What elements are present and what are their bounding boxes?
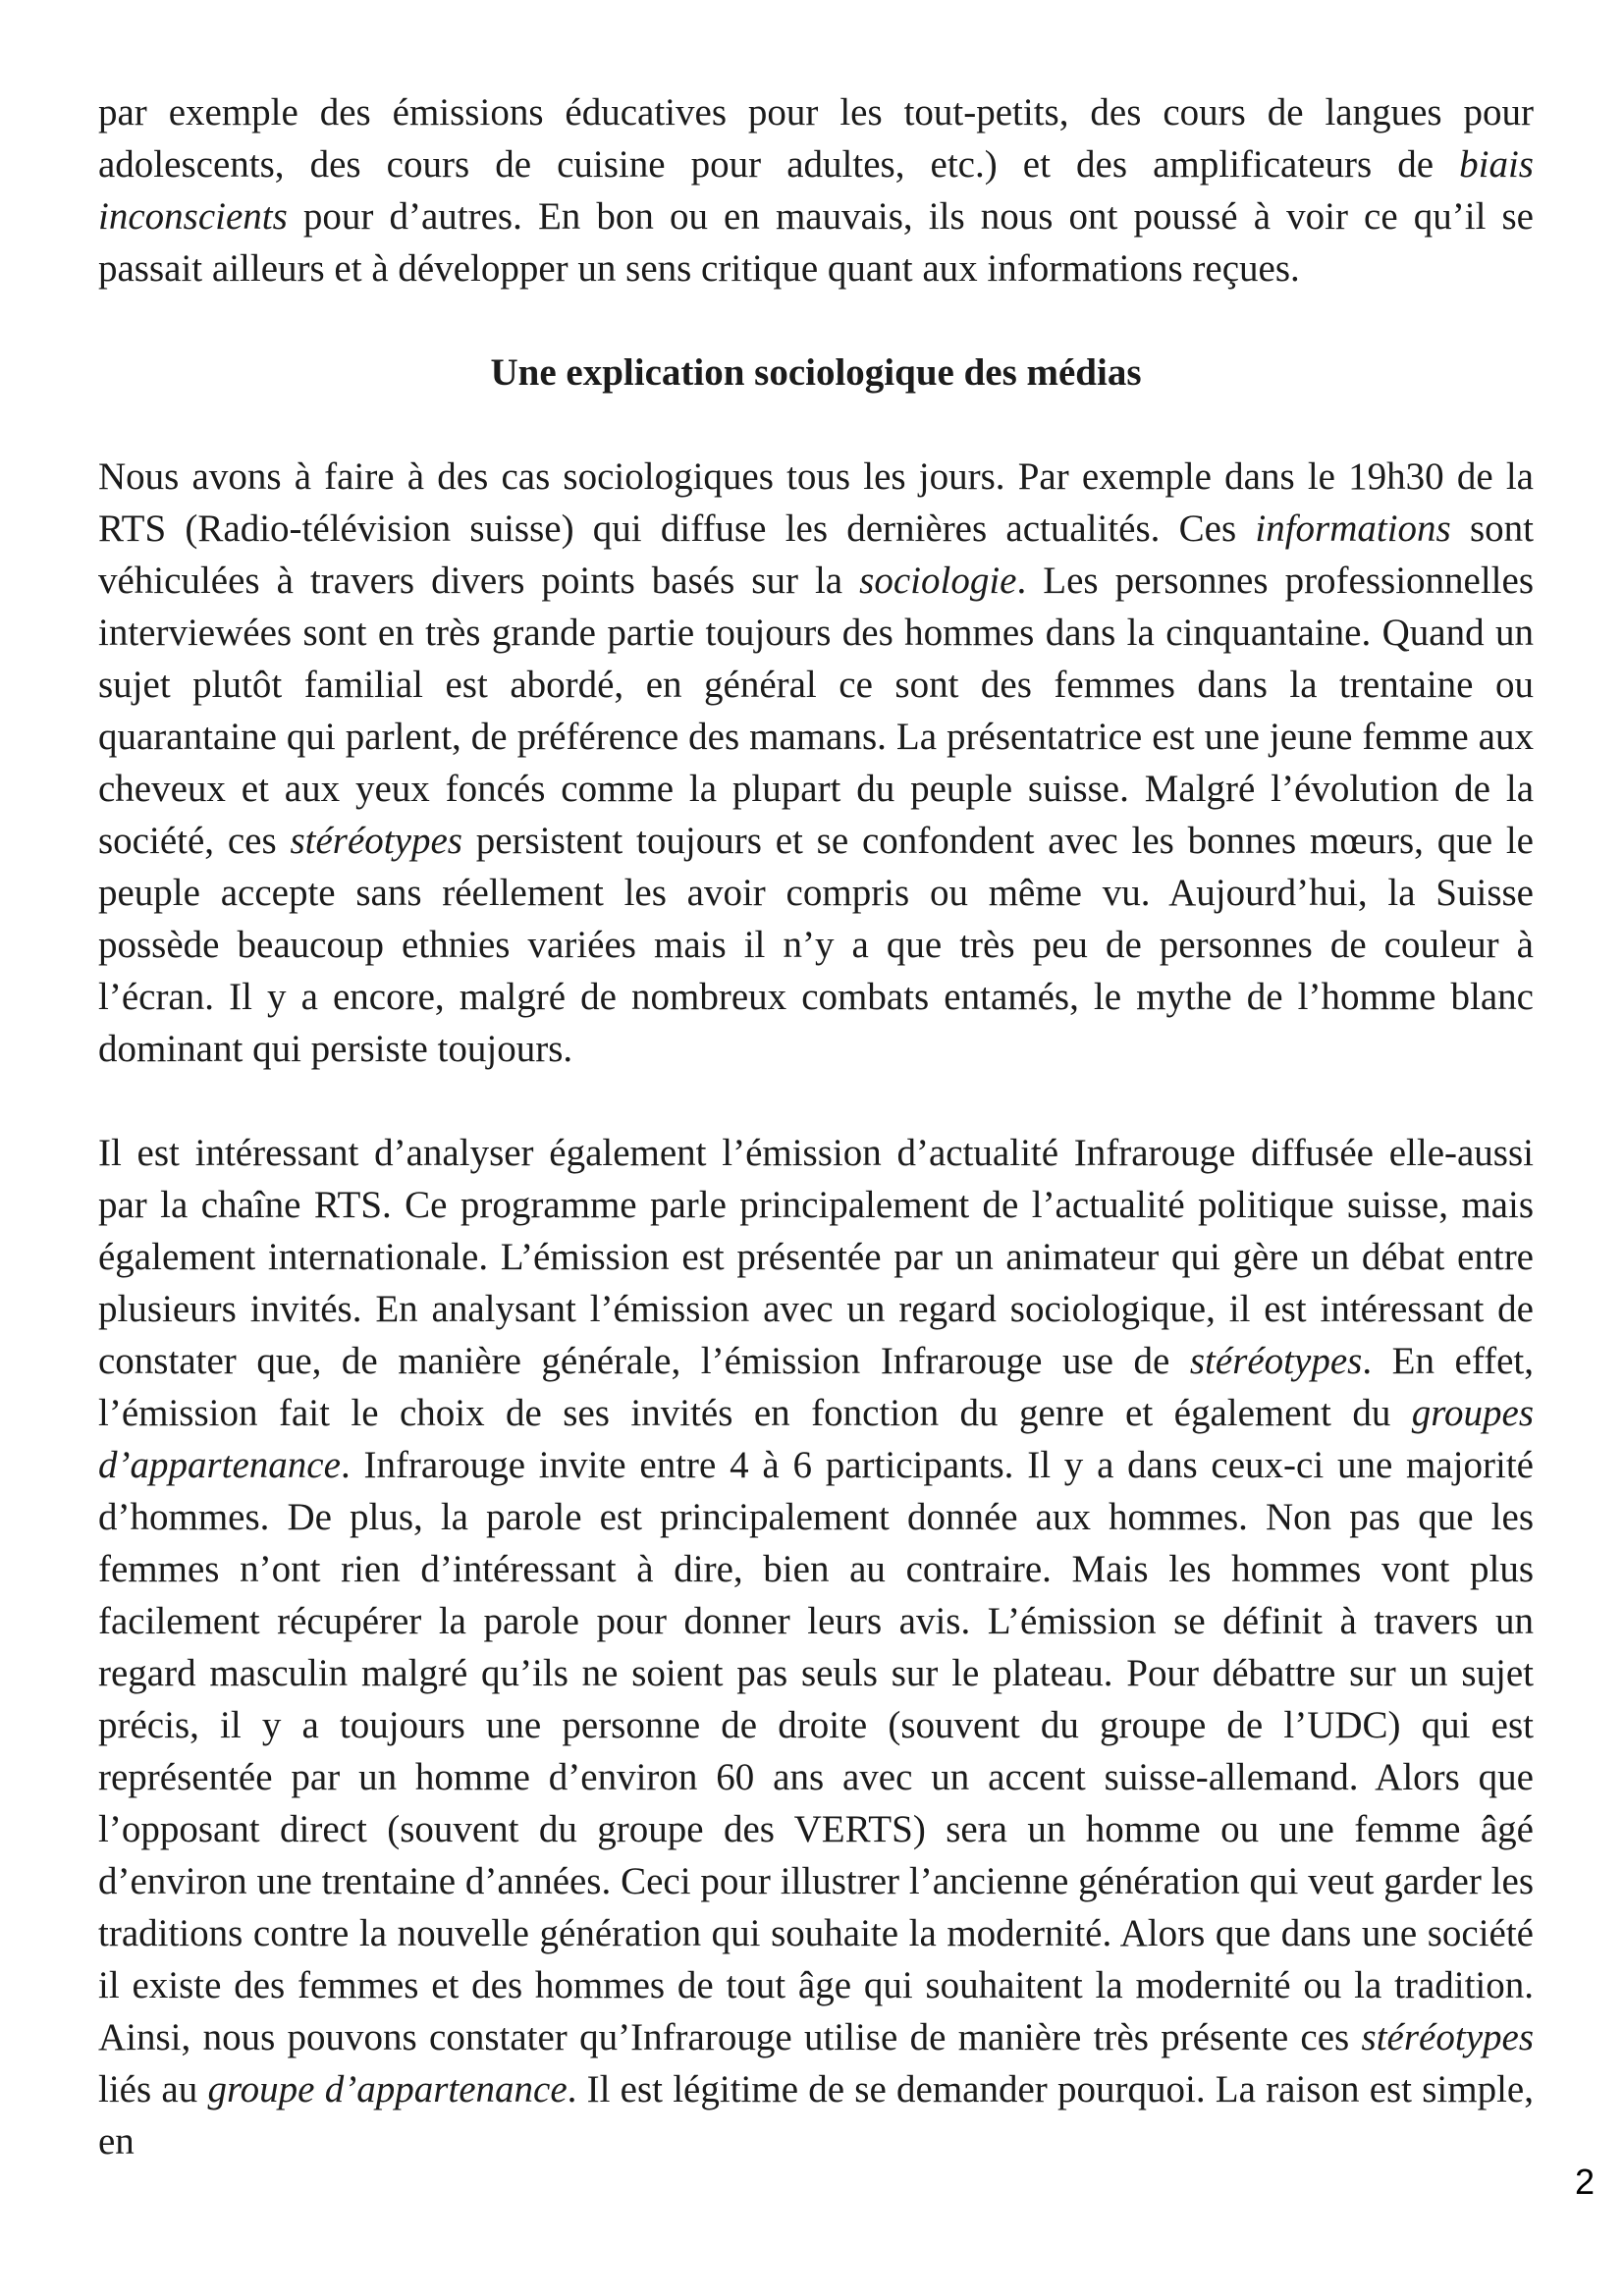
para2-text-5: . Il est légitime de se demander pourquoi. La raison est simple, en — [98, 2068, 1534, 2163]
para2-text-3: . Infrarouge invite entre 4 à 6 participants. Il y a dans ceux-ci une majorité d’hommes. De plus, la parole est principalement donnée aux hommes. Non pas que les femmes n’ont rien d’intéressant à dire, bien au contraire. Mais les hommes vont plus facilement récupérer la parole pour donner leurs avis. L’émission se définit à travers un regard masculin malgré qu’ils ne soient pas seuls sur le plateau. Pour débattre sur un sujet précis, il y a toujours une personne de droite (souvent du groupe de l’UDC) qui est représentée par un homme d’environ 60 ans avec un accent suisse-allemand. Alors que l’opposant direct (souvent du groupe des VERTS) sera un homme ou une femme âgé d’environ une trentaine d’années. Ceci pour illustrer l’ancienne génération qui veut garder les traditions contre la nouvelle génération qui souhaite la modernité. Alors que dans une société il existe des femmes et des hommes de tout âge qui souhaitent la modernité ou la tradition. Ainsi, nous pouvons constater qu’Infrarouge utilise de manière très présente ces — [98, 1444, 1534, 2058]
para1-term-stereotypes: stéréotypes — [290, 820, 462, 862]
para1-term-informations: informations — [1255, 507, 1451, 550]
para1-text-3: . Les personnes professionnelles interviewées sont en très grande partie toujours des hommes dans la cinquantaine. Quand un sujet plutôt familial est abordé, en général ce sont des femmes dans la trentaine ou quarantaine qui parlent, de préférence des mamans. La présentatrice est une jeune femme aux cheveux et aux yeux foncés comme la plupart du peuple suisse. Malgré l’évolution de la société, ces — [98, 560, 1535, 862]
intro-text-1: par exemple des émissions éducatives pour les tout-petits, des cours de langues pour adolescents, des cours de cuisine pour adultes, etc.) et des amplificateurs de — [98, 91, 1534, 186]
section-heading: Une explication sociologique des médias — [490, 351, 1142, 394]
para1-text-2: sont véhiculées à travers divers points basés sur la — [98, 507, 1534, 602]
para1-text-4: persistent toujours et se confondent avec les bonnes mœurs, que le peuple accepte sans réellement les avoir compris ou même vu. Aujourd’hui, la Suisse possède beaucoup ethnies variées mais il n’y a que très peu de personnes de couleur à l’écran. Il y a encore, malgré de nombreux combats entamés, le mythe de l’homme blanc dominant qui persiste toujours. — [98, 820, 1534, 1070]
para2-term-stereotypes: stéréotypes — [1189, 1340, 1363, 1382]
para2-term-stereotypes-2: stéréotypes — [1361, 2016, 1534, 2058]
page-number: 2 — [1574, 2162, 1595, 2202]
paragraph-rts — [98, 451, 1534, 1075]
intro-term-biais-inconscients: biais inconscients — [98, 143, 1534, 238]
intro-text-2: pour d’autres. En bon ou en mauvais, ils nous ont poussé à voir ce qu’il se passait ailleurs et à développer un sens critique quant aux informations reçues. — [98, 195, 1534, 290]
para2-term-groupes-appartenance: groupes d’appartenance — [98, 1392, 1534, 1486]
para2-text-2: . En effet, l’émission fait le choix de ses invités en fonction du genre et également du — [98, 1340, 1534, 1434]
intro-paragraph — [98, 86, 1534, 294]
para2-text-4: liés au — [98, 2068, 208, 2110]
document-page — [98, 86, 1534, 2167]
para1-text-1: Nous avons à faire à des cas sociologiques tous les jours. Par exemple dans le 19h30 de la RTS (Radio-télévision suisse) qui diffuse les dernières actualités. Ces — [98, 455, 1534, 550]
para2-text-1: Il est intéressant d’analyser également l’émission d’actualité Infrarouge diffusée elle-aussi par la chaîne RTS. Ce programme parle principalement de l’actualité politique suisse, mais également internationale. L’émission est présentée par un animateur qui gère un débat entre plusieurs invités. En analysant l’émission avec un regard sociologique, il est intéressant de constater que, de manière générale, l’émission Infrarouge use de — [98, 1132, 1534, 1382]
paragraph-infrarouge — [98, 1127, 1534, 2167]
para2-term-groupe-appartenance: groupe d’appartenance — [207, 2068, 568, 2110]
para1-term-sociologie: sociologie — [859, 560, 1017, 602]
